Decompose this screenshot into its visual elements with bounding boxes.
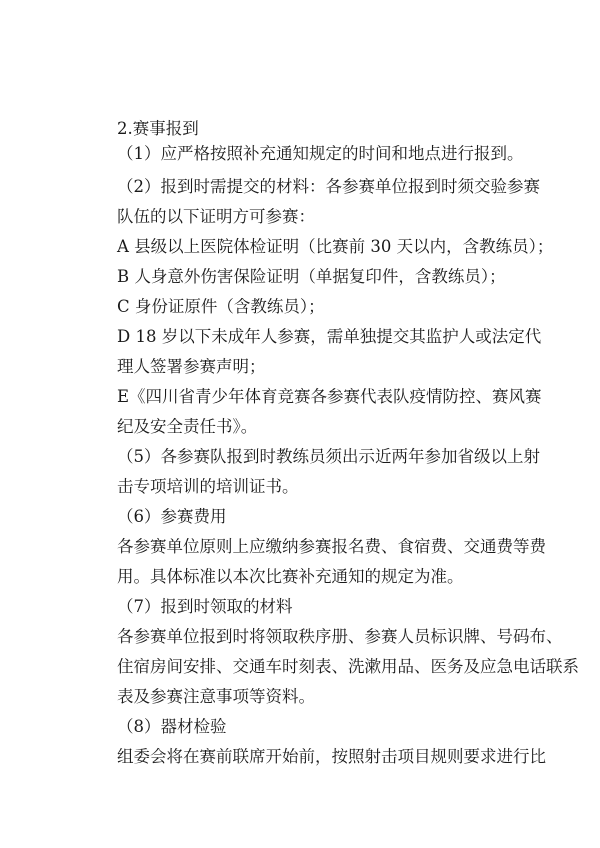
paragraph-item-1: （1）应严格按照补充通知规定的时间和地点进行报到。 xyxy=(117,144,524,163)
paragraph-item-6-line-2: 用。具体标准以本次比赛补充通知的规定为准。 xyxy=(117,567,464,586)
paragraph-item-5-line-2: 击专项培训的培训证书。 xyxy=(117,477,299,496)
paragraph-item-2-line-1: （2）报到时需提交的材料：各参赛单位报到时须交验参赛 xyxy=(117,177,540,196)
list-item-c: C 身份证原件（含教练员）； xyxy=(117,297,325,316)
list-item-b: B 人身意外伤害保险证明（单据复印件，含教练员）； xyxy=(117,267,506,286)
list-item-e-line-1: E《四川省青少年体育竞赛各参赛代表队疫情防控、赛风赛 xyxy=(117,387,542,406)
paragraph-item-7-line-1: 各参赛单位报到时将领取秩序册、参赛人员标识牌、号码布、 xyxy=(117,627,563,646)
list-item-d-line-1: D 18 岁以下未成年人参赛，需单独提交其监护人或法定代 xyxy=(117,327,542,346)
paragraph-item-6-line-1: 各参赛单位原则上应缴纳参赛报名费、食宿费、交通费等费 xyxy=(117,537,546,556)
subheading-item-6: （6）参赛费用 xyxy=(117,507,227,526)
paragraph-item-7-line-2: 住宿房间安排、交通车时刻表、洗漱用品、医务及应急电话联系 xyxy=(117,657,579,676)
paragraph-item-8-line-1: 组委会将在赛前联席开始前，按照射击项目规则要求进行比 xyxy=(117,747,546,766)
paragraph-item-2-line-2: 队伍的以下证明方可参赛： xyxy=(117,207,315,226)
list-item-e-line-2: 纪及安全责任书》。 xyxy=(117,417,258,436)
subheading-item-7: （7）报到时领取的材料 xyxy=(117,597,293,616)
list-item-d-line-2: 理人签署参赛声明； xyxy=(117,357,266,376)
section-heading: 2.赛事报到 xyxy=(117,119,199,138)
paragraph-item-5-line-1: （5）各参赛队报到时教练员须出示近两年参加省级以上射 xyxy=(117,447,540,466)
list-item-a: A 县级以上医院体检证明（比赛前 30 天以内，含教练员）； xyxy=(117,237,554,256)
paragraph-item-7-line-3: 表及参赛注意事项等资料。 xyxy=(117,687,315,706)
subheading-item-8: （8）器材检验 xyxy=(117,717,227,736)
